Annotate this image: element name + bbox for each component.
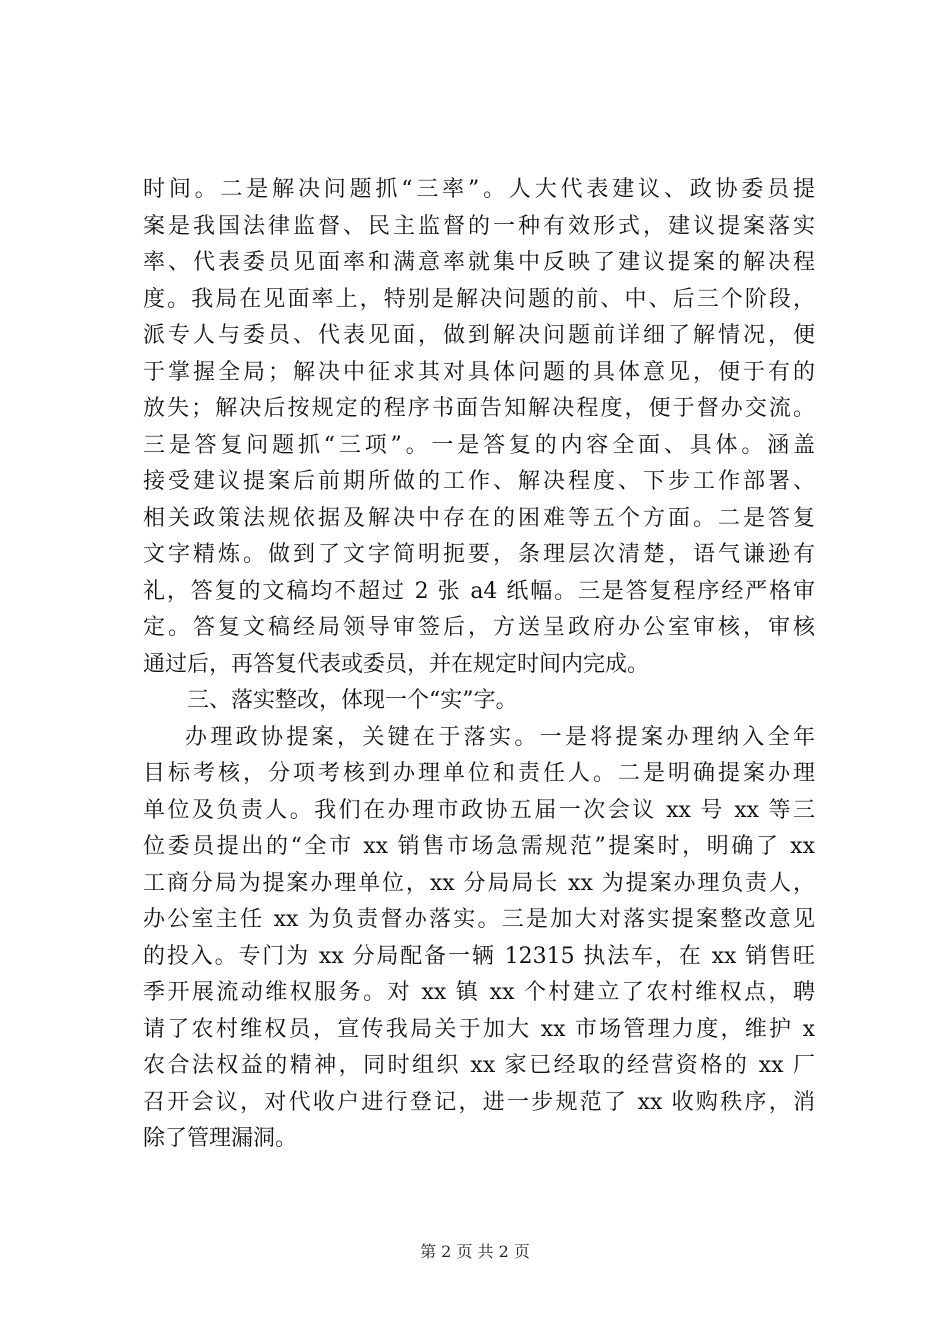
body-line-20: 工商分局为提案办理单位，xx 分局局长 xx 为提案办理负责人， xyxy=(143,870,815,896)
body-line-19: 位委员提出的“全市 xx 销售市场急需规范”提案时，明确了 xx xyxy=(143,834,815,859)
body-line-26: 召开会议，对代收户进行登记，进一步规范了 xx 收购秩序，消 xyxy=(143,1089,815,1115)
body-line-6: 于掌握全局；解决中征求其对具体问题的具体意见，便于有的 xyxy=(143,359,815,385)
body-line-25: 农合法权益的精神，同时组织 xx 家已经取的经营资格的 xx 厂 xyxy=(143,1053,815,1078)
body-line-10: 相关政策法规依据及解决中存在的困难等五个方面。二是答复 xyxy=(143,505,815,531)
body-line-9: 接受建议提案后前期所做的工作、解决程度、下步工作部署、 xyxy=(143,469,815,494)
page-footer: 第 2 页 共 2 页 xyxy=(420,1242,530,1261)
body-line-2: 案是我国法律监督、民主监督的一种有效形式，建议提案落实 xyxy=(143,213,815,239)
body-line-27: 除了管理漏洞。 xyxy=(143,1126,298,1151)
body-line-22: 的投入。专门为 xx 分局配备一辆 12315 执法车，在 xx 销售旺 xyxy=(143,943,815,969)
body-line-3: 率、代表委员见面率和满意率就集中反映了建议提案的解决程 xyxy=(143,250,815,275)
body-line-4: 度。我局在见面率上，特别是解决问题的前、中、后三个阶段， xyxy=(143,286,815,312)
body-line-11: 文字精炼。做到了文字简明扼要，条理层次清楚，语气谦逊有 xyxy=(143,542,815,567)
body-line-14: 通过后，再答复代表或委员，并在规定时间内完成。 xyxy=(143,651,650,677)
body-line-21: 办公室主任 xx 为负责督办落实。三是加大对落实提案整改意见 xyxy=(143,907,815,932)
body-line-12: 礼，答复的文稿均不超过 2 张 a4 纸幅。三是答复程序经严格审 xyxy=(143,578,815,604)
body-line-7: 放失；解决后按规定的程序书面告知解决程度，便于督办交流。 xyxy=(143,396,815,421)
body-line-5: 派专人与委员、代表见面，做到解决问题前详细了解情况，便 xyxy=(143,323,815,348)
body-line-8: 三是答复问题抓“三项”。一是答复的内容全面、具体。涵盖 xyxy=(143,432,815,458)
body-line-24: 请了农村维权员，宣传我局关于加大 xx 市场管理力度，维护 x xyxy=(143,1016,815,1042)
document-body xyxy=(143,172,815,1158)
body-line-16: 办理政协提案，关键在于落实。一是将提案办理纳入全年 xyxy=(185,724,815,750)
section-heading-3: 三、落实整改，体现一个“实”字。 xyxy=(187,688,518,713)
body-line-13: 定。答复文稿经局领导审签后，方送呈政府办公室审核，审核 xyxy=(143,615,815,640)
body-line-17: 目标考核，分项考核到办理单位和责任人。二是明确提案办理 xyxy=(143,761,815,786)
body-line-18: 单位及负责人。我们在办理市政协五届一次会议 xx 号 xx 等三 xyxy=(143,797,815,823)
body-line-23: 季开展流动维权服务。对 xx 镇 xx 个村建立了农村维权点，聘 xyxy=(143,980,815,1005)
body-line-1: 时间。二是解决问题抓“三率”。人大代表建议、政协委员提 xyxy=(143,177,815,202)
